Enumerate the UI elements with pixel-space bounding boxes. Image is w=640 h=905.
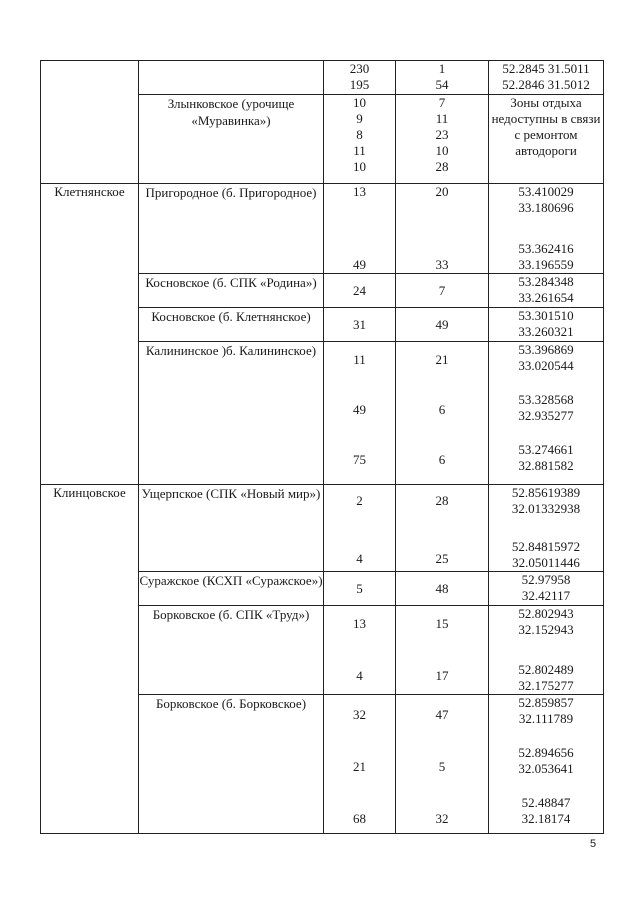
value-a: 75 (353, 452, 366, 467)
value-b: 23 (435, 127, 449, 142)
district-cell: Клинцовское (41, 485, 139, 834)
coordinate: 52.802489 (518, 662, 574, 677)
value-b-cell: 49 (396, 308, 489, 342)
value-b-cell: 7 (396, 274, 489, 308)
coordinate: 32.053641 (518, 761, 574, 776)
coordinate: 32.42117 (521, 588, 571, 603)
coordinate: 52.802943 (518, 606, 574, 621)
settlement-cell: Борковское (б. Борковское) (139, 695, 324, 834)
coordinate: 32.01332938 (511, 501, 581, 516)
value-b: 6 (438, 402, 446, 417)
value-b: 25 (435, 551, 449, 566)
settlement-cell: Пригородное (б. Пригородное) (139, 184, 324, 274)
coordinate: 33.180696 (518, 200, 574, 215)
value-a-cell: 24 (324, 274, 396, 308)
settlement-cell (139, 61, 324, 95)
district-cell: Клетнянское (41, 184, 139, 485)
value-a: 2 (356, 493, 363, 508)
coordinate: 32.935277 (518, 408, 574, 423)
value-a: 10 (353, 159, 366, 174)
page-number: 5 (590, 838, 597, 850)
value-b: 32 (435, 811, 449, 826)
coordinates-cell (489, 342, 604, 485)
value-b: 6 (438, 452, 446, 467)
coordinates-cell (489, 61, 604, 95)
coordinate: 32.111789 (518, 711, 574, 726)
value-b-cell (396, 606, 489, 695)
value-a-cell (324, 184, 396, 274)
coordinate: 53.328568 (518, 392, 574, 407)
value-a: 195 (349, 77, 370, 92)
value-a: 10 (353, 95, 366, 110)
coordinate: 32.05011446 (512, 555, 580, 570)
coordinates-cell (489, 695, 604, 834)
settlement-cell: Косновское (б. Клетнянское) (139, 308, 324, 342)
settlement-cell: Суражское (КСХП «Суражское») (139, 572, 324, 606)
value-b-cell (396, 184, 489, 274)
value-b: 28 (435, 493, 449, 508)
coordinates-cell (489, 485, 604, 572)
value-b: 11 (435, 111, 449, 126)
coordinate: 53.362416 (518, 241, 574, 256)
value-a-cell (324, 61, 396, 95)
value-a-cell (324, 95, 396, 184)
value-a: 32 (353, 707, 366, 722)
coordinate: 53.284348 (518, 274, 574, 289)
value-b-cell (396, 61, 489, 95)
coordinates-cell (489, 308, 604, 342)
value-b: 7 (438, 95, 446, 110)
settlement-cell: Калининское )б. Калининское) (139, 342, 324, 485)
table-row (41, 184, 604, 274)
value-b: 1 (438, 61, 446, 76)
value-b: 33 (435, 257, 449, 272)
value-a: 9 (356, 111, 363, 126)
value-b-cell (396, 342, 489, 485)
value-b: 47 (435, 707, 449, 722)
value-a-cell: 5 (324, 572, 396, 606)
value-a: 49 (353, 257, 366, 272)
coordinate: 52.85619389 (511, 485, 581, 500)
value-a-cell (324, 606, 396, 695)
value-a-cell (324, 695, 396, 834)
coordinate: 52.97958 (521, 572, 571, 587)
value-a: 21 (353, 759, 366, 774)
coordinates-cell (489, 184, 604, 274)
value-b: 10 (435, 143, 449, 158)
coordinate: 52.84815972 (511, 539, 581, 554)
table-row (41, 485, 604, 572)
value-a: 13 (353, 616, 366, 631)
coordinate: 52.48847 (521, 795, 571, 810)
value-b-cell (396, 95, 489, 184)
coordinates-cell (489, 274, 604, 308)
value-a: 11 (353, 143, 366, 158)
coordinate: 33.261654 (518, 290, 574, 305)
value-b-cell (396, 485, 489, 572)
recreation-zones-table (40, 60, 604, 834)
value-b-cell: 48 (396, 572, 489, 606)
coordinate: 33.020544 (518, 358, 574, 373)
value-a-cell: 31 (324, 308, 396, 342)
settlement-cell: Косновское (б. СПК «Родина») (139, 274, 324, 308)
coordinate: 32.881582 (518, 458, 574, 473)
value-b: 54 (435, 77, 449, 92)
coordinate: 33.196559 (518, 257, 574, 272)
value-b: 20 (435, 184, 449, 199)
table-row (41, 61, 604, 95)
coordinates-cell (489, 572, 604, 606)
value-b: 28 (435, 159, 449, 174)
coordinate: 32.175277 (518, 678, 574, 693)
value-b-cell (396, 695, 489, 834)
value-b: 5 (438, 759, 446, 774)
value-a-cell (324, 342, 396, 485)
value-a-cell (324, 485, 396, 572)
coordinate: 33.260321 (518, 324, 574, 339)
value-a: 8 (356, 127, 363, 142)
coordinate: 52.859857 (518, 695, 574, 710)
value-b: 15 (435, 616, 449, 631)
value-a: 4 (356, 551, 363, 566)
value-a: 68 (353, 811, 366, 826)
settlement-cell: Борковское (б. СПК «Труд») (139, 606, 324, 695)
value-a: 49 (353, 402, 366, 417)
coordinate: 53.274661 (518, 442, 574, 457)
note-cell: Зоны отдыха недоступны в связи с ремонтом автодороги (489, 95, 604, 184)
coordinate: 53.396869 (518, 342, 574, 357)
coordinate: 52.2845 31.5011 (502, 61, 590, 76)
value-a: 230 (349, 61, 370, 76)
coordinate: 53.301510 (518, 308, 574, 323)
settlement-cell: Злынковское (урочище «Муравинка») (139, 95, 324, 184)
coordinate: 53.410029 (518, 184, 574, 199)
value-a: 11 (353, 352, 366, 367)
value-b: 17 (435, 668, 449, 683)
coordinate: 32.152943 (518, 622, 574, 637)
coordinates-cell (489, 606, 604, 695)
value-b: 21 (435, 352, 449, 367)
value-a: 4 (356, 668, 363, 683)
settlement-cell: Ущерпское (СПК «Новый мир») (139, 485, 324, 572)
value-a: 13 (353, 184, 366, 199)
coordinate: 32.18174 (521, 811, 571, 826)
coordinate: 52.894656 (518, 745, 574, 760)
district-cell (41, 61, 139, 184)
coordinate: 52.2846 31.5012 (502, 77, 590, 92)
